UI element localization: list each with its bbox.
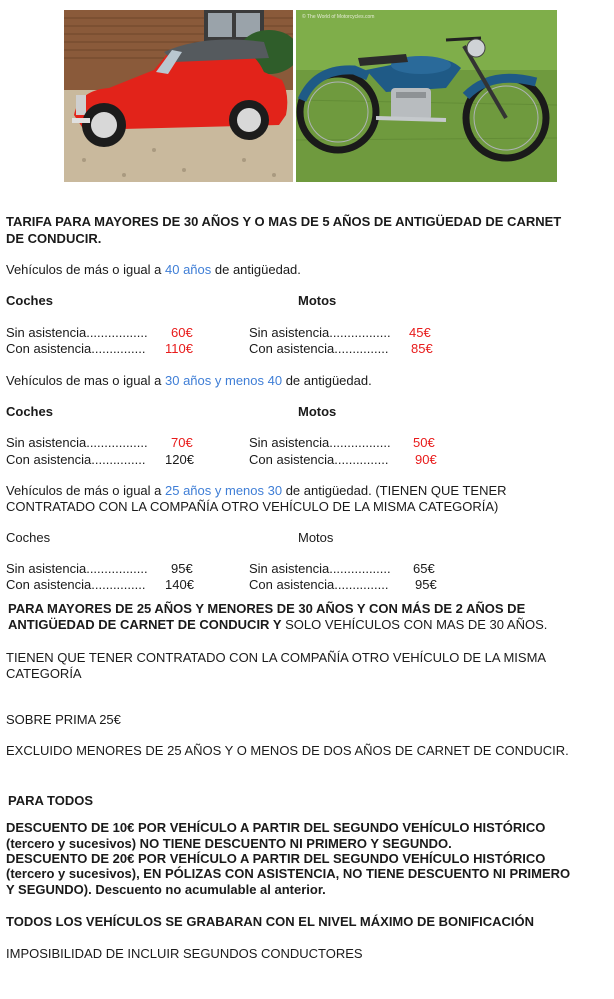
young-drivers-line2-rest: SOLO VEHÍCULOS CON MAS DE 30 AÑOS. — [281, 617, 548, 632]
section2-intro-pre: Vehículos de mas o igual a — [6, 373, 165, 388]
section2-moto-sin-label: Sin asistencia................. — [249, 435, 391, 450]
section1-moto-sin-price: 45€ — [409, 325, 431, 340]
section3-car-con-price: 140€ — [165, 577, 194, 592]
vintage-motorcycle-photo — [296, 10, 557, 182]
section1-car-con-price: 110€ — [165, 341, 193, 356]
section1-cars-heading: Coches — [6, 293, 53, 308]
discount2-line3: Y SEGUNDO). Descuento no acumulable al anterior. — [6, 882, 326, 897]
rate-title-line2: DE CONDUCIR. — [6, 231, 102, 246]
section2-intro-post: de antigüedad. — [282, 373, 372, 388]
section2-car-sin-price: 70€ — [171, 435, 193, 450]
rate-title-line1: TARIFA PARA MAYORES DE 30 AÑOS Y O MAS DE 5 AÑOS DE ANTIGÜEDAD DE CARNET — [6, 214, 562, 229]
young-note-line2: CATEGORÍA — [6, 666, 82, 681]
section1-moto-con-label: Con asistencia............... — [249, 341, 389, 356]
section3-intro-line2: CONTRATADO CON LA COMPAÑÍA OTRO VEHÍCULO DE LA MISMA CATEGORÍA) — [6, 499, 499, 514]
young-drivers-line2 — [8, 617, 547, 632]
section3-cars-heading: Coches — [6, 530, 51, 545]
section1-car-sin-price: 60€ — [171, 325, 193, 340]
section3-intro-pre: Vehículos de más o igual a — [6, 483, 165, 498]
surcharge-text: SOBRE PRIMA 25€ — [6, 712, 121, 727]
no-second-drivers-text: IMPOSIBILIDAD DE INCLUIR SEGUNDOS CONDUCTORES — [6, 946, 363, 961]
section3-intro — [6, 483, 507, 498]
section3-age-highlight: 25 años y menos 30 — [165, 483, 283, 498]
section2-car-con-label: Con asistencia............... — [6, 452, 146, 467]
section1-moto-con-price: 85€ — [411, 341, 433, 356]
section1-car-sin-label: Sin asistencia................. — [6, 325, 148, 340]
excluded-text: EXCLUIDO MENORES DE 25 AÑOS Y O MENOS DE DOS AÑOS DE CARNET DE CONDUCIR. — [6, 743, 569, 758]
section2-cars-heading: Coches — [6, 404, 53, 419]
section2-age-highlight: 30 años y menos 40 — [165, 373, 283, 388]
section3-moto-con-label: Con asistencia............... — [249, 577, 389, 592]
section2-car-sin-label: Sin asistencia................. — [6, 435, 148, 450]
young-drivers-line2-bold: ANTIGÜEDAD DE CARNET DE CONDUCIR Y — [8, 617, 282, 632]
section2-moto-con-label: Con asistencia............... — [249, 452, 389, 467]
section3-car-sin-label: Sin asistencia................. — [6, 561, 148, 576]
young-drivers-line1: PARA MAYORES DE 25 AÑOS Y MENORES DE 30 AÑOS Y CON MÁS DE 2 AÑOS DE — [8, 601, 526, 616]
section3-intro-post: de antigüedad. (TIENEN QUE TENER — [282, 483, 507, 498]
section3-moto-sin-price: 65€ — [413, 561, 435, 576]
max-bonus-text: TODOS LOS VEHÍCULOS SE GRABARAN CON EL NIVEL MÁXIMO DE BONIFICACIÓN — [6, 914, 534, 929]
section1-car-con-label: Con asistencia............... — [6, 341, 146, 356]
discount1-line2: (tercero y sucesivos) NO TIENE DESCUENTO NI PRIMERO Y SEGUNDO. — [6, 836, 452, 851]
section1-intro — [6, 262, 301, 277]
young-note-line1: TIENEN QUE TENER CONTRATADO CON LA COMPAÑÍA OTRO VEHÍCULO DE LA MISMA — [6, 650, 547, 665]
section2-moto-con-price: 90€ — [415, 452, 437, 467]
section3-moto-sin-label: Sin asistencia................. — [249, 561, 391, 576]
vintage-motorcycle-image — [296, 10, 557, 182]
discount2-line2: (tercero y sucesivos), EN PÓLIZAS CON ASISTENCIA, NO TIENE DESCUENTO NI PRIMERO — [6, 866, 571, 881]
for-all-heading: PARA TODOS — [8, 793, 93, 808]
section2-moto-sin-price: 50€ — [413, 435, 435, 450]
section2-intro — [6, 373, 372, 388]
section3-car-con-label: Con asistencia............... — [6, 577, 146, 592]
classic-car-photo — [64, 10, 293, 182]
section1-intro-pre: Vehículos de más o igual a — [6, 262, 165, 277]
classic-car-image — [64, 10, 293, 182]
section1-intro-post: de antigüedad. — [211, 262, 301, 277]
section1-motos-heading: Motos — [298, 293, 337, 308]
section2-motos-heading: Motos — [298, 404, 337, 419]
section3-car-sin-price: 95€ — [171, 561, 193, 576]
section3-motos-heading: Motos — [298, 530, 334, 545]
section1-age-highlight: 40 años — [165, 262, 212, 277]
section3-moto-con-price: 95€ — [415, 577, 437, 592]
moto-watermark: © The World of Motorcycles.com — [302, 14, 375, 20]
section1-moto-sin-label: Sin asistencia................. — [249, 325, 391, 340]
section2-car-con-price: 120€ — [165, 452, 194, 467]
discount1-line1: DESCUENTO DE 10€ POR VEHÍCULO A PARTIR DEL SEGUNDO VEHÍCULO HISTÓRICO — [6, 820, 546, 835]
discount2-line1: DESCUENTO DE 20€ POR VEHÍCULO A PARTIR DEL SEGUNDO VEHÍCULO HISTÓRICO — [6, 851, 546, 866]
